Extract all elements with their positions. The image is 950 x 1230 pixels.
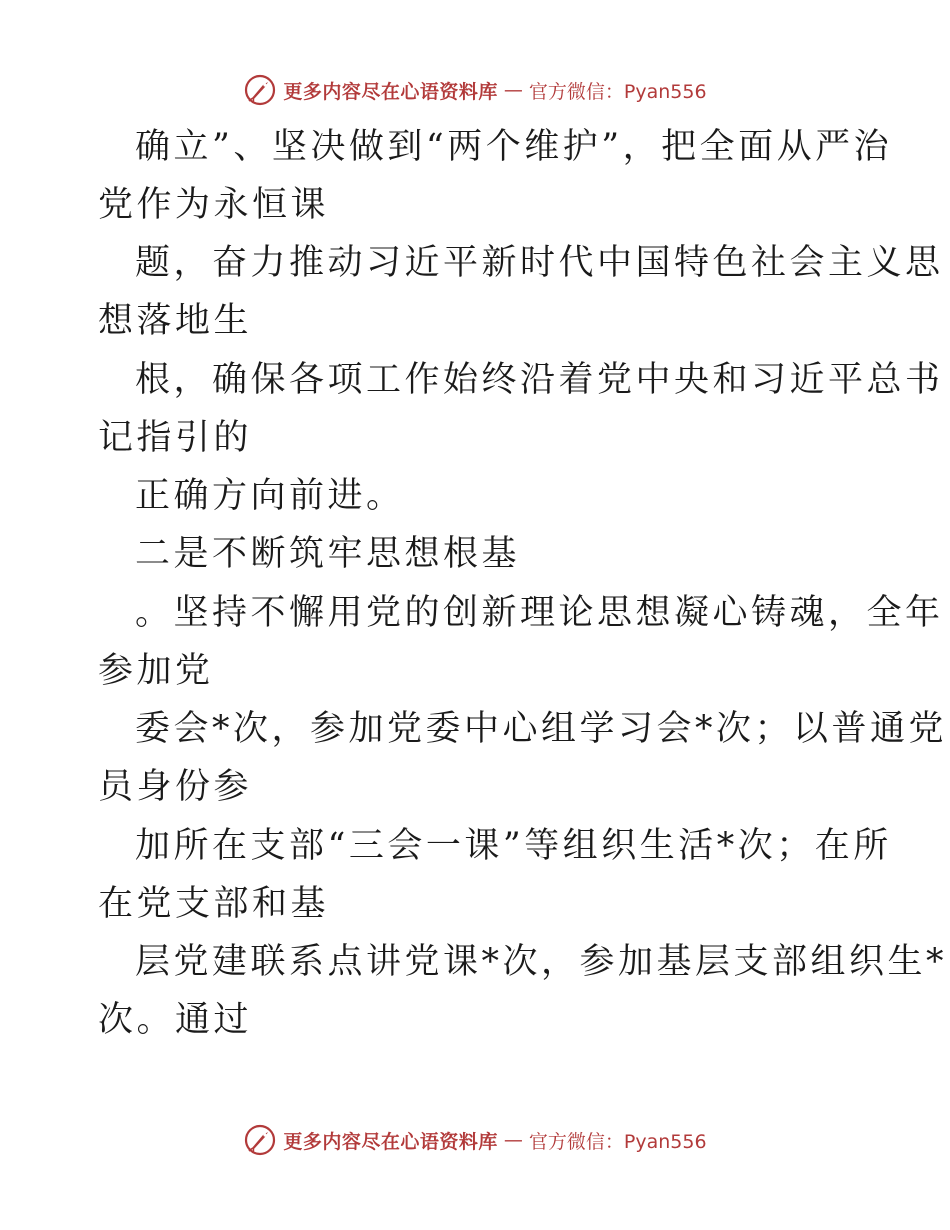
body-line: 次。通过 [98, 1000, 253, 1040]
body-line: 。坚持不懈用党的创新理论思想凝心铸魂，全年 [135, 593, 944, 633]
body-line: 在党支部和基 [98, 884, 330, 924]
body-line: 根，确保各项工作始终沿着党中央和习近平总书 [135, 360, 944, 400]
footer-dash: — [503, 1129, 523, 1151]
header-banner [0, 68, 950, 112]
body-line: 确立”、坚决做到“两个维护”，把全面从严治 [135, 127, 893, 167]
header-dash: — [503, 79, 523, 101]
body-line: 层党建联系点讲党课*次，参加基层支部组织生* [135, 942, 948, 982]
pen-nib-logo-icon [243, 73, 277, 107]
pen-nib-logo-icon [243, 1123, 277, 1157]
body-line: 想落地生 [98, 301, 253, 341]
body-line: 委会*次，参加党委中心组学习会*次；以普通党 [135, 709, 948, 749]
header-wechat-text: 官方微信：Pyan556 [528, 80, 707, 103]
footer-brand-text: 更多内容尽在心语资料库 [283, 1130, 498, 1153]
body-line: 党作为永恒课 [98, 185, 330, 225]
body-line: 员身份参 [98, 767, 253, 807]
body-line: 二是不断筑牢思想根基 [135, 534, 521, 574]
footer-banner [0, 1118, 950, 1162]
body-line: 参加党 [98, 651, 214, 691]
body-line: 加所在支部“三会一课”等组织生活*次；在所 [135, 826, 892, 866]
body-line: 正确方向前进。 [135, 476, 405, 516]
header-brand-text: 更多内容尽在心语资料库 [283, 80, 498, 103]
body-line: 记指引的 [98, 418, 253, 458]
footer-wechat-text: 官方微信：Pyan556 [528, 1130, 707, 1153]
body-line: 题，奋力推动习近平新时代中国特色社会主义思 [135, 243, 944, 283]
